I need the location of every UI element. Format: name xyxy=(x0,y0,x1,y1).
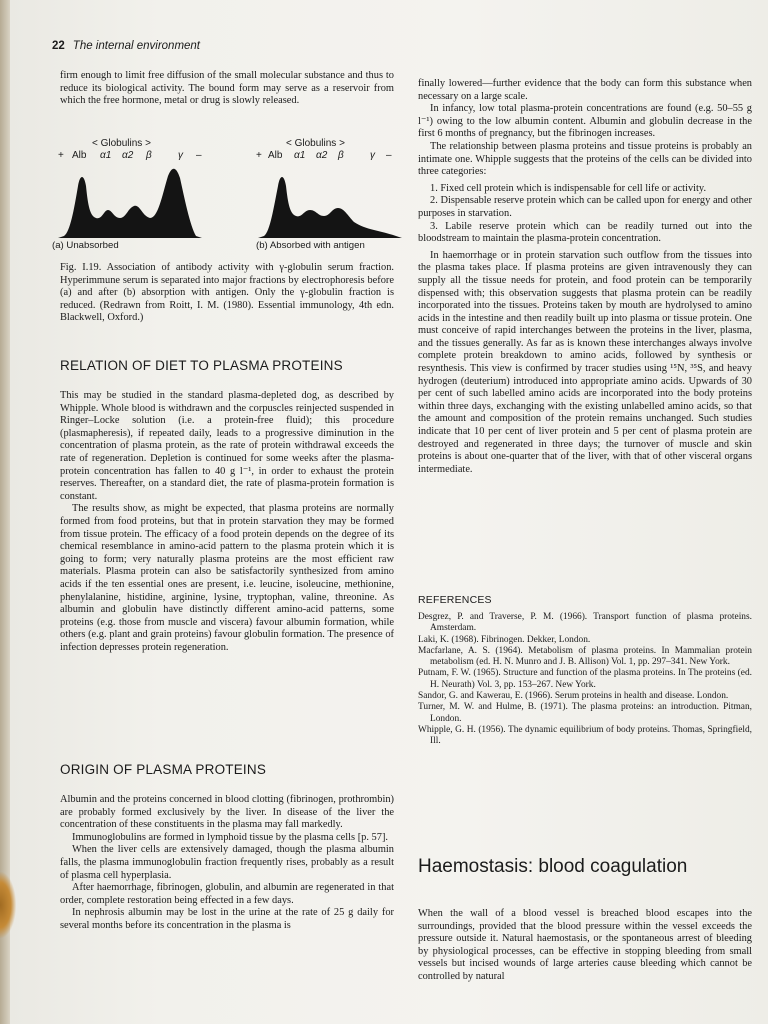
right-column-body xyxy=(418,78,752,476)
references-title: REFERENCES xyxy=(418,594,492,606)
reference-item: Macfarlane, A. S. (1964). Metabolism of plasma proteins. In Mammalian protein metabolism (ed. H. N. Munro and J. B. Allison) Vol. 1, pp. 297–341. New York. xyxy=(418,645,752,668)
reference-item: Turner, M. W. and Hulme, B. (1971). The plasma proteins: an introduction. Pitman, London. xyxy=(418,702,752,724)
electrophoresis-trace-b xyxy=(256,166,406,240)
section-diet-body xyxy=(60,390,394,654)
section-title-diet: RELATION OF DIET TO PLASMA PROTEINS xyxy=(60,358,343,373)
paragraph: After haemorrhage, fibrinogen, globulin, and albumin are regenerated in that order, complete restoration being effected in a few days. xyxy=(60,882,394,906)
fraction-gamma: γ xyxy=(178,150,183,161)
figure-electrophoresis xyxy=(52,138,392,256)
figure-caption: Fig. I.19. Association of antibody activity with γ-globulin serum fraction. Hyperimmune serum is separated into major fractions by electrophoresis before (a) and after (b) absorption with antigen. Only the γ-globulin fraction is reduced. (Redrawn from Roitt, I. M. (1980). Essential immunology, 4th edn. Blackwell, Oxford.) xyxy=(60,262,394,324)
paragraph: The relationship between plasma proteins and tissue proteins is probably an intimate one. Whipple suggests that the proteins of the cells can be divided into three categories: xyxy=(418,140,752,178)
figure-panel-a xyxy=(52,138,222,256)
figure-panel-b xyxy=(256,138,426,256)
fraction-minus: – xyxy=(386,150,392,161)
fraction-alb: Alb xyxy=(72,150,87,161)
paragraph: In haemorrhage or in protein starvation such outflow from the tissues into the plasma takes place. If plasma proteins are given intravenously they can supply all the tissue needs for protein, and food protein can be temporarily dispensed with; this observation suggests that plasma protein can be readily incorporated into the tissues. Proteins taken by mouth are hydrolysed to amino acids in the intestine and then readily built up into plasma or tissue protein. One must conceive of rapid interchanges between the proteins in the liver, plasma, and the tissues generally. As far as is known these interchanges always involve complete protein breakdown to amino acids, followed by synthesis or resynthesis. This view is confirmed by tracer studies using ¹⁵N, ³⁵S, and heavy hydrogen (deuterium) introduced into appropriate amino acids. Upwards of 30 per cent of such labelled amino acids are incorporated into the body proteins within three days, exchanging with the existing unlabelled amino acids, so that the amount and composition of the protein remains unchanged. Such studies indicate that 10 per cent of liver protein and 5 per cent of plasma protein are destroyed and regenerated in three days; the turnover of muscle and skin proteins is about one-quarter that of the liver, with that of other visceral organs intermediate. xyxy=(418,249,752,475)
paragraph: Albumin and the proteins concerned in blood clotting (fibrinogen, prothrombin) are probably formed exclusively by the liver. In disease of the liver the concentration of these constituents in the plasma may fall markedly. xyxy=(60,794,394,831)
section-origin-body xyxy=(60,794,394,933)
fraction-alpha2: α2 xyxy=(316,150,328,161)
paragraph: When the liver cells are extensively damaged, though the plasma albumin falls, the plasma immunoglobulin fraction frequently rises, probably as a result of plasma cell hyperplasia. xyxy=(60,844,394,881)
electrophoresis-trace-a xyxy=(56,166,206,240)
references-list xyxy=(418,612,752,748)
running-title: The internal environment xyxy=(72,40,201,52)
reference-item: Whipple, G. H. (1956). The dynamic equilibrium of body proteins. Thomas, Springfield, Ill. xyxy=(418,724,752,747)
haemostasis-body xyxy=(418,908,752,984)
paragraph: When the wall of a blood vessel is breached blood escapes into the surroundings, provided that the blood pressure within the vessel exceeds the pressure outside it. Natural haemostasis, or the spontaneous arrest of bleeding by physiological processes, can be effective in stopping bleeding from small vessels but incised wounds of large arteries cause bleeding which cannot be controlled by natural xyxy=(418,908,752,982)
paragraph: In nephrosis albumin may be lost in the urine at the rate of 25 g daily for several months before its concentration in the plasma is xyxy=(60,907,394,931)
paragraph: Immunoglobulins are formed in lymphoid tissue by the plasma cells [p. 57]. xyxy=(72,831,388,843)
label-unabsorbed: (a) Unabsorbed xyxy=(52,240,119,251)
figure-caption-block xyxy=(60,262,394,325)
list-item: 3. Labile reserve protein which can be readily turned out into the bloodstream to maintain the plasma-protein concentration. xyxy=(418,220,752,245)
book-spine-shadow xyxy=(0,0,10,1024)
paragraph: The results show, as might be expected, that plasma proteins are normally formed from food proteins, but that in protein starvation they may be formed from tissue protein. The efficacy of a food protein depends on the degree of its chemical resemblance in amino-acid pattern to the plasma protein which it is going to form; very naturally plasma proteins are the most efficient raw materials. Plasma protein can also be satisfactorily synthesized from amino acids if the ten essential ones are present, i.e. leucine, isoleucine, methionine, phenylalanine, histidine, arginine, lysine, tryptophan, valine, threonine. As albumin and globulin have distinctly different amino-acid patterns, some proteins (e.g. those from muscle and viscera) favour albumin formation, while others (e.g. plant and grain proteins) favour globulin formation. The presence of infection depresses protein regeneration. xyxy=(60,503,394,653)
fraction-gamma: γ xyxy=(370,150,375,161)
fraction-beta: β xyxy=(146,150,152,161)
fraction-beta: β xyxy=(338,150,344,161)
paragraph: This may be studied in the standard plasma-depleted dog, as described by Whipple. Whole blood is withdrawn and the corpuscles reinjected suspended in Ringer–Locke solution (i.e. a protein-free fluid); this procedure (plasmapheresis), if repeated daily, leads to a progressive diminution in the concentration of plasma protein, as the rate of protein withdrawal exceeds the rate of regeneration. Depletion is continued for some weeks after the plasma-protein concentration has fallen to 40 g l⁻¹, in order to exhaust the protein reserves. Thereafter, on a standard diet, the rate of plasma-protein formation is constant. xyxy=(60,390,394,502)
list-item: 2. Dispensable reserve protein which can be called upon for energy and other purposes in starvation. xyxy=(418,195,752,219)
reference-item: Laki, K. (1968). Fibrinogen. Dekker, London. xyxy=(418,634,591,645)
page-number: 22 xyxy=(52,40,65,52)
section-title-origin: ORIGIN OF PLASMA PROTEINS xyxy=(60,762,267,777)
fraction-alpha1: α1 xyxy=(100,150,112,161)
reference-item: Putnam, F. W. (1965). Structure and function of the plasma proteins. In The proteins (ed. H. Neurath) Vol. 3, pp. 153–267. New York. xyxy=(418,668,752,690)
fraction-alpha1: α1 xyxy=(294,150,306,161)
reference-item: Desgrez, P. and Traverse, P. M. (1966). Transport function of plasma proteins. Amsterdam. xyxy=(418,612,752,634)
left-intro-paragraph: firm enough to limit free diffusion of the small molecular substance and thus to reduce its biological activity. The bound form may serve as a reservoir from which the free hormone, metal or drug is slowly released. xyxy=(60,70,394,107)
fraction-minus: – xyxy=(196,150,202,161)
reference-item: Sandor, G. and Kawerau, E. (1966). Serum proteins in health and disease. London. xyxy=(418,691,729,702)
fraction-plus: + xyxy=(256,150,262,161)
fraction-alb: Alb xyxy=(268,150,283,161)
running-header xyxy=(52,40,200,52)
section-title-haemostasis: Haemostasis: blood coagulation xyxy=(418,856,688,877)
globulins-label: < Globulins > xyxy=(92,138,151,149)
fraction-plus: + xyxy=(58,150,64,161)
paragraph: finally lowered—further evidence that the body can form this substance when necessary on a large scale. xyxy=(418,78,752,102)
fraction-alpha2: α2 xyxy=(122,150,134,161)
globulins-label: < Globulins > xyxy=(286,138,345,149)
list-item: 1. Fixed cell protein which is indispensable for cell life or activity. xyxy=(430,182,707,194)
label-absorbed: (b) Absorbed with antigen xyxy=(256,240,365,251)
left-intro-block xyxy=(60,70,394,108)
binding-edge xyxy=(0,872,16,938)
paragraph: In infancy, low total plasma-protein concentrations are found (e.g. 50–55 g l⁻¹) owing to the low albumin content. Albumin and globulin decrease in the first 6 months of pregnancy, but the fibrinogen increases. xyxy=(418,103,752,140)
